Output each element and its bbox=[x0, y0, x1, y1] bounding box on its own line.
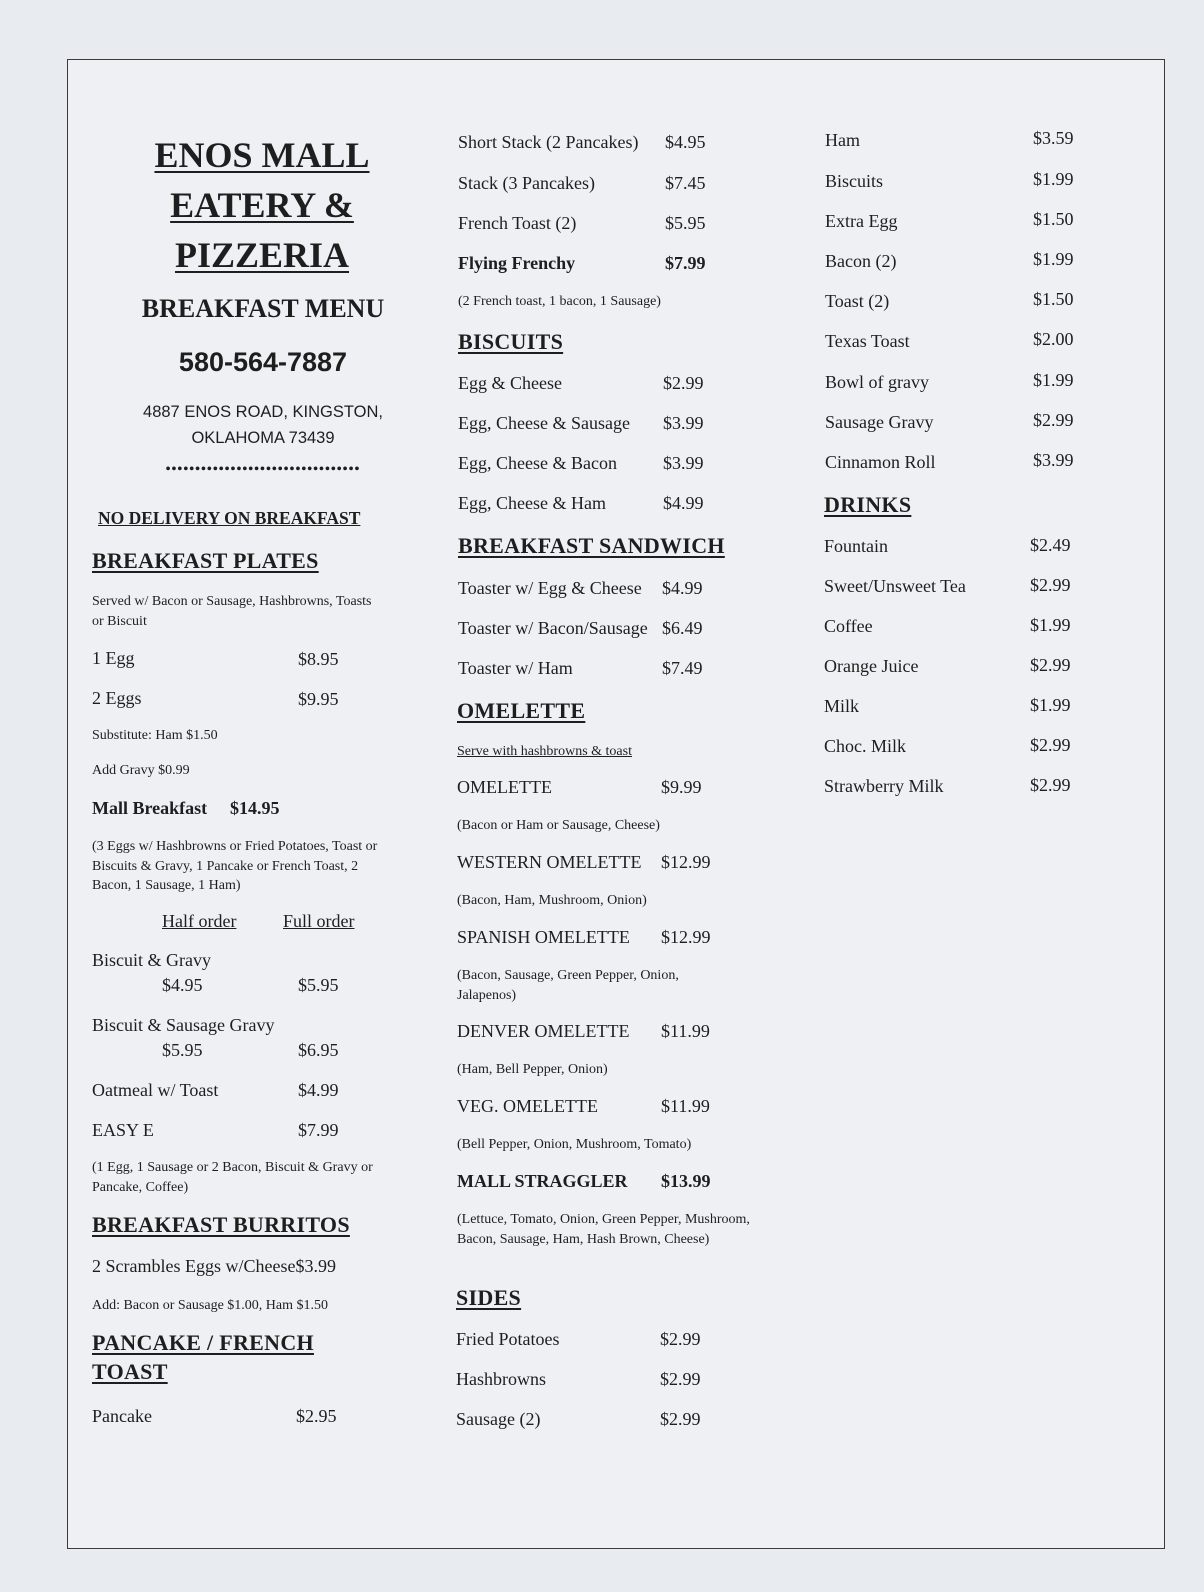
mall-breakfast-price: $14.95 bbox=[230, 798, 280, 818]
drink-item-name: Orange Juice bbox=[824, 656, 919, 676]
spanish-omelette-name: SPANISH OMELETTE bbox=[457, 927, 630, 947]
side-item-name: Bacon (2) bbox=[825, 251, 897, 271]
pancake-heading-line1: PANCAKE / FRENCH bbox=[92, 1330, 314, 1355]
flying-frenchy-name: Flying Frenchy bbox=[458, 253, 576, 273]
plates-served-note: Served w/ Bacon or Sausage, Hashbrowns, Toasts or Biscuit bbox=[92, 594, 372, 629]
sandwich-item-price: $7.49 bbox=[662, 658, 703, 678]
biscuit-gravy-name: Biscuit & Gravy bbox=[92, 950, 211, 970]
phone-number: 580-564-7887 bbox=[178, 347, 348, 377]
biscuit-sausage-gravy-half-price: $5.95 bbox=[162, 1040, 203, 1060]
sandwich-item-name: Toaster w/ Egg & Cheese bbox=[458, 578, 642, 598]
side-item-price: $1.99 bbox=[1033, 370, 1074, 390]
menu-item-name: 2 Eggs bbox=[92, 688, 142, 708]
address-line1: 4887 ENOS ROAD, KINGSTON, bbox=[143, 403, 383, 421]
menu-item-name: 1 Egg bbox=[92, 648, 135, 668]
add-gravy-note: Add Gravy $0.99 bbox=[92, 763, 190, 778]
drink-item-price: $2.99 bbox=[1030, 575, 1071, 595]
side-item-price: $2.00 bbox=[1033, 329, 1074, 349]
drink-item-price: $2.99 bbox=[1030, 735, 1071, 755]
side-item-name: Sausage (2) bbox=[456, 1409, 541, 1429]
breakfast-plates-heading: BREAKFAST PLATES bbox=[92, 548, 319, 573]
drinks-heading: DRINKS bbox=[824, 492, 912, 517]
omelette-heading: OMELETTE bbox=[457, 698, 586, 723]
side-item-price: $2.99 bbox=[660, 1369, 701, 1389]
omelette-desc: (Bacon or Ham or Sausage, Cheese) bbox=[457, 818, 660, 833]
spanish-omelette-desc: (Bacon, Sausage, Green Pepper, Onion, Jalapenos) bbox=[457, 968, 679, 1003]
biscuit-item-price: $3.99 bbox=[663, 453, 704, 473]
oatmeal-name: Oatmeal w/ Toast bbox=[92, 1080, 219, 1100]
side-item-price: $2.99 bbox=[660, 1409, 701, 1429]
veg-omelette-name: VEG. OMELETTE bbox=[457, 1096, 598, 1116]
full-order-label: Full order bbox=[283, 911, 355, 931]
burrito-add-note: Add: Bacon or Sausage $1.00, Ham $1.50 bbox=[92, 1298, 329, 1313]
biscuit-item-price: $4.99 bbox=[663, 493, 704, 513]
drink-item-price: $1.99 bbox=[1030, 615, 1071, 635]
mall-straggler-desc: (Lettuce, Tomato, Onion, Green Pepper, Mushroom, Bacon, Sausage, Ham, Hash Brown, Cheese) bbox=[457, 1212, 750, 1247]
biscuit-sausage-gravy-full-price: $6.95 bbox=[298, 1040, 339, 1060]
side-item-price: $1.50 bbox=[1033, 209, 1074, 229]
short-stack-name: Short Stack (2 Pancakes) bbox=[458, 132, 639, 152]
side-item-price: $2.99 bbox=[1033, 410, 1074, 430]
stack-name: Stack (3 Pancakes) bbox=[458, 173, 595, 193]
no-delivery-notice: NO DELIVERY ON BREAKFAST bbox=[98, 508, 361, 528]
sandwich-item-price: $6.49 bbox=[662, 618, 703, 638]
drink-item-name: Sweet/Unsweet Tea bbox=[824, 576, 966, 596]
mall-breakfast-name: Mall Breakfast bbox=[92, 798, 208, 818]
side-item-price: $1.99 bbox=[1033, 169, 1074, 189]
restaurant-name-line1: ENOS MALL bbox=[154, 135, 370, 175]
side-item-name: Bowl of gravy bbox=[825, 372, 929, 392]
biscuit-item-price: $2.99 bbox=[663, 373, 704, 393]
side-item-name: Fried Potatoes bbox=[456, 1329, 560, 1349]
biscuit-gravy-full-price: $5.95 bbox=[298, 975, 339, 995]
oatmeal-price: $4.99 bbox=[298, 1080, 339, 1100]
sandwich-item-price: $4.99 bbox=[662, 578, 703, 598]
menu-item-price: $9.95 bbox=[298, 689, 339, 709]
short-stack-price: $4.95 bbox=[665, 132, 706, 152]
side-item-name: Biscuits bbox=[825, 171, 884, 191]
menu-item-price: $8.95 bbox=[298, 649, 339, 669]
omelette-price: $9.99 bbox=[661, 777, 702, 797]
biscuit-item-name: Egg, Cheese & Sausage bbox=[458, 413, 630, 433]
denver-omelette-price: $11.99 bbox=[661, 1021, 710, 1041]
side-item-name: Extra Egg bbox=[825, 211, 898, 231]
sides-heading: SIDES bbox=[456, 1285, 522, 1310]
sandwich-item-name: Toaster w/ Ham bbox=[458, 658, 573, 678]
pancake-name: Pancake bbox=[92, 1406, 152, 1426]
drink-item-name: Strawberry Milk bbox=[824, 776, 944, 796]
side-item-name: Toast (2) bbox=[825, 291, 890, 311]
stack-price: $7.45 bbox=[665, 173, 706, 193]
side-item-name: Hashbrowns bbox=[456, 1369, 546, 1389]
spanish-omelette-price: $12.99 bbox=[661, 927, 711, 947]
substitute-note: Substitute: Ham $1.50 bbox=[92, 728, 218, 743]
easy-e-desc: (1 Egg, 1 Sausage or 2 Bacon, Biscuit & Gravy or Pancake, Coffee) bbox=[92, 1160, 373, 1195]
side-item-price: $1.99 bbox=[1033, 249, 1074, 269]
address-line2: OKLAHOMA 73439 bbox=[191, 429, 335, 447]
drink-item-name: Coffee bbox=[824, 616, 873, 636]
burritos-heading: BREAKFAST BURRITOS bbox=[92, 1212, 350, 1237]
sandwich-heading: BREAKFAST SANDWICH bbox=[458, 533, 725, 558]
sandwich-item-name: Toaster w/ Bacon/Sausage bbox=[458, 618, 648, 638]
biscuits-heading: BISCUITS bbox=[458, 329, 564, 354]
denver-omelette-desc: (Ham, Bell Pepper, Onion) bbox=[457, 1062, 608, 1077]
mall-straggler-name: MALL STRAGGLER bbox=[457, 1171, 628, 1191]
pancake-heading-line2: TOAST bbox=[92, 1359, 168, 1384]
biscuit-item-name: Egg, Cheese & Ham bbox=[458, 493, 606, 513]
pancake-price: $2.95 bbox=[296, 1406, 337, 1426]
drink-item-price: $1.99 bbox=[1030, 695, 1071, 715]
easy-e-price: $7.99 bbox=[298, 1120, 339, 1140]
menu-sheet bbox=[67, 59, 1165, 1549]
restaurant-name-line3: PIZZERIA bbox=[174, 235, 350, 275]
side-item-name: Ham bbox=[825, 130, 860, 150]
drink-item-name: Milk bbox=[824, 696, 860, 716]
easy-e-name: EASY E bbox=[92, 1120, 154, 1140]
western-omelette-price: $12.99 bbox=[661, 852, 711, 872]
mall-straggler-price: $13.99 bbox=[661, 1171, 711, 1191]
side-item-name: Sausage Gravy bbox=[825, 412, 934, 432]
omelette-name: OMELETTE bbox=[457, 777, 552, 797]
dotted-divider: ••••••••••••••••••••••••••••••••• bbox=[165, 462, 361, 477]
drink-item-name: Fountain bbox=[824, 536, 889, 556]
drink-item-price: $2.49 bbox=[1030, 535, 1071, 555]
drink-item-price: $2.99 bbox=[1030, 775, 1071, 795]
flying-frenchy-desc: (2 French toast, 1 bacon, 1 Sausage) bbox=[458, 294, 661, 309]
flying-frenchy-price: $7.99 bbox=[665, 253, 706, 273]
french-toast-name: French Toast (2) bbox=[458, 213, 577, 233]
menu-subtitle: BREAKFAST MENU bbox=[141, 294, 385, 323]
western-omelette-name: WESTERN OMELETTE bbox=[457, 852, 642, 872]
side-item-price: $2.99 bbox=[660, 1329, 701, 1349]
western-omelette-desc: (Bacon, Ham, Mushroom, Onion) bbox=[457, 893, 647, 908]
denver-omelette-name: DENVER OMELETTE bbox=[457, 1021, 630, 1041]
drink-item-price: $2.99 bbox=[1030, 655, 1071, 675]
biscuit-item-name: Egg, Cheese & Bacon bbox=[458, 453, 617, 473]
side-item-name: Cinnamon Roll bbox=[825, 452, 936, 472]
biscuit-item-price: $3.99 bbox=[663, 413, 704, 433]
veg-omelette-desc: (Bell Pepper, Onion, Mushroom, Tomato) bbox=[457, 1137, 692, 1152]
side-item-price: $3.99 bbox=[1033, 450, 1074, 470]
biscuit-item-name: Egg & Cheese bbox=[458, 373, 562, 393]
mall-breakfast-desc: (3 Eggs w/ Hashbrowns or Fried Potatoes, Toast or Biscuits & Gravy, 1 Pancake or French Toast, 2 Bacon, 1 Sausage, 1 Ham) bbox=[92, 839, 378, 893]
side-item-price: $1.50 bbox=[1033, 289, 1074, 309]
restaurant-name-line2: EATERY & bbox=[170, 185, 354, 225]
side-item-name: Texas Toast bbox=[825, 331, 910, 351]
drink-item-name: Choc. Milk bbox=[824, 736, 907, 756]
french-toast-price: $5.95 bbox=[665, 213, 706, 233]
burrito-item: 2 Scrambles Eggs w/Cheese$3.99 bbox=[92, 1256, 336, 1276]
biscuit-sausage-gravy-name: Biscuit & Sausage Gravy bbox=[92, 1015, 275, 1035]
half-order-label: Half order bbox=[162, 911, 237, 931]
side-item-price: $3.59 bbox=[1033, 128, 1074, 148]
biscuit-gravy-half-price: $4.95 bbox=[162, 975, 203, 995]
omelette-serve-note: Serve with hashbrowns & toast bbox=[457, 744, 632, 759]
veg-omelette-price: $11.99 bbox=[661, 1096, 710, 1116]
